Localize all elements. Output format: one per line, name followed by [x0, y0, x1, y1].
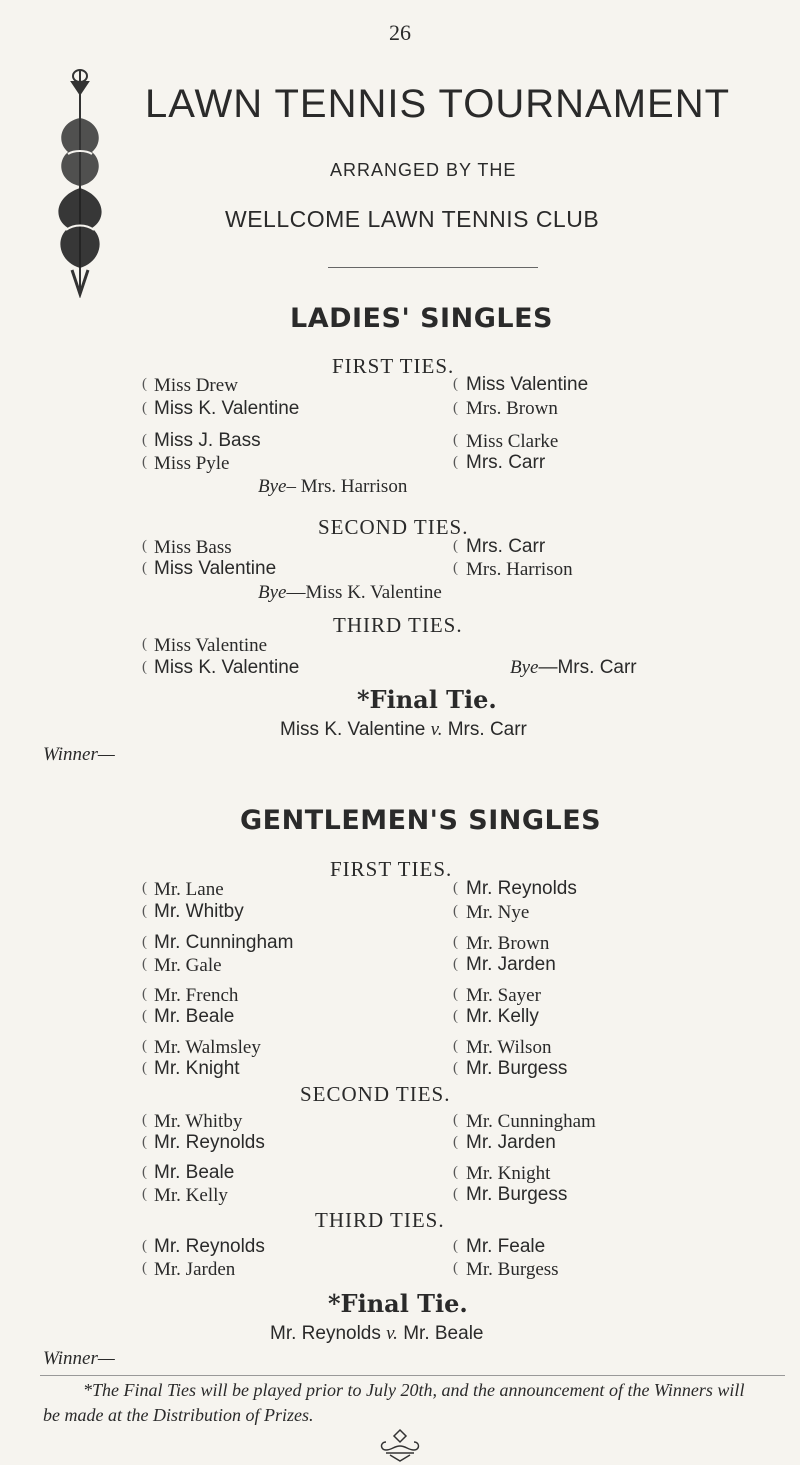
final-player-2: Mrs. Carr: [447, 719, 527, 740]
footnote: *The Final Ties will be played prior to July 20th, and the announcement of the Winners will be made at the Distribution of Prizes.: [43, 1380, 745, 1425]
versus: v.: [430, 719, 443, 740]
ladies-second-left-1: Miss Bass: [154, 537, 232, 558]
tournament-title: LAWN TENNIS TOURNAMENT: [145, 82, 731, 126]
versus: v.: [386, 1323, 398, 1344]
gentlemen-winner-label: Winner—: [43, 1348, 115, 1369]
ladies-second-ties-label: SECOND TIES.: [318, 515, 469, 539]
decorative-ornament-icon: [376, 1428, 424, 1462]
brace-icon: (: [142, 432, 147, 448]
gentlemen-first-right-3: Mr. Brown: [466, 933, 550, 954]
brace-icon: (: [142, 636, 147, 652]
gentlemen-first-right-7: Mr. Wilson: [466, 1037, 552, 1058]
ladies-third-left-1: Miss Valentine: [154, 635, 268, 656]
brace-icon: (: [453, 1164, 458, 1180]
bye-player: —Miss K. Valentine: [286, 582, 442, 603]
brace-icon: (: [142, 1238, 147, 1254]
gentlemen-first-right-1: Mr. Reynolds: [466, 878, 577, 899]
final-player-2: Mr. Beale: [403, 1323, 484, 1344]
gentlemen-first-left-4: Mr. Gale: [154, 955, 222, 976]
ladies-third-bye: [510, 657, 637, 679]
ladies-final-tie-label: *Final Tie.: [357, 685, 497, 714]
footnote-divider: [40, 1375, 785, 1376]
brace-icon: (: [142, 934, 147, 950]
brace-icon: (: [453, 1260, 458, 1276]
gentlemen-second-left-1: Mr. Whitby: [154, 1111, 243, 1132]
ladies-second-left-2: Miss Valentine: [154, 558, 277, 579]
brace-icon: (: [142, 659, 147, 675]
ladies-first-right-2: Mrs. Brown: [466, 398, 558, 419]
gentlemen-first-right-2: Mr. Nye: [466, 902, 530, 923]
ladies-third-ties-label: THIRD TIES.: [333, 613, 463, 637]
gentlemen-first-right-4: Mr. Jarden: [466, 954, 556, 975]
brace-icon: (: [142, 1186, 147, 1202]
gentlemen-third-left-2: Mr. Jarden: [154, 1259, 236, 1280]
brace-icon: (: [142, 560, 147, 576]
brace-icon: (: [142, 400, 147, 416]
ladies-winner-label: Winner—: [43, 744, 115, 765]
ladies-first-right-4: Mrs. Carr: [466, 452, 546, 473]
gentlemen-second-left-2: Mr. Reynolds: [154, 1132, 265, 1153]
gentlemen-first-left-2: Mr. Whitby: [154, 901, 244, 922]
gentlemen-first-left-7: Mr. Walmsley: [154, 1037, 261, 1058]
gentlemen-final-tie-label: *Final Tie.: [328, 1289, 468, 1318]
brace-icon: (: [453, 400, 458, 416]
brace-icon: (: [453, 454, 458, 470]
gentlemen-third-right-1: Mr. Feale: [466, 1236, 546, 1257]
gentlemen-heading: GENTLEMEN'S SINGLES: [240, 805, 602, 836]
brace-icon: (: [142, 986, 147, 1002]
gentlemen-first-right-5: Mr. Sayer: [466, 985, 541, 1006]
brace-icon: (: [453, 880, 458, 896]
final-player-1: Mr. Reynolds: [270, 1323, 381, 1344]
ladies-second-bye: [258, 582, 442, 604]
gentlemen-third-right-2: Mr. Burgess: [466, 1259, 559, 1280]
gentlemen-third-left-1: Mr. Reynolds: [154, 1236, 265, 1257]
ladies-first-left-2: Miss K. Valentine: [154, 398, 300, 419]
brace-icon: (: [453, 1186, 458, 1202]
brace-icon: (: [453, 376, 458, 392]
brace-icon: (: [453, 1112, 458, 1128]
brace-icon: (: [142, 1164, 147, 1180]
brace-icon: (: [142, 1260, 147, 1276]
gentlemen-final-match: [270, 1323, 483, 1345]
ladies-second-right-1: Mrs. Carr: [466, 536, 546, 557]
brace-icon: (: [453, 956, 458, 972]
gentlemen-first-left-1: Mr. Lane: [154, 879, 224, 900]
header-divider: [328, 267, 538, 268]
gentlemen-first-right-8: Mr. Burgess: [466, 1058, 568, 1079]
arranged-by-text: ARRANGED BY THE: [330, 160, 517, 180]
gentlemen-first-left-6: Mr. Beale: [154, 1006, 235, 1027]
brace-icon: (: [453, 538, 458, 554]
brace-icon: (: [142, 376, 147, 392]
brace-icon: (: [142, 1134, 147, 1150]
gentlemen-first-left-3: Mr. Cunningham: [154, 932, 294, 953]
ladies-first-left-4: Miss Pyle: [154, 453, 230, 474]
gentlemen-first-left-5: Mr. French: [154, 985, 239, 1006]
brace-icon: (: [453, 1060, 458, 1076]
brace-icon: (: [453, 432, 458, 448]
brace-icon: (: [142, 903, 147, 919]
ladies-first-left-3: Miss J. Bass: [154, 430, 261, 451]
ladies-second-right-2: Mrs. Harrison: [466, 559, 573, 580]
brace-icon: (: [142, 538, 147, 554]
bye-player: —Mrs. Carr: [538, 657, 637, 678]
ladies-first-ties-label: FIRST TIES.: [332, 354, 455, 378]
club-name: WELLCOME LAWN TENNIS CLUB: [225, 206, 600, 232]
brace-icon: (: [142, 1060, 147, 1076]
bye-player: – Mrs. Harrison: [286, 476, 408, 497]
gentlemen-second-right-3: Mr. Knight: [466, 1163, 551, 1184]
brace-icon: (: [142, 956, 147, 972]
bye-label: Bye: [258, 476, 287, 497]
brace-icon: (: [453, 1008, 458, 1024]
brace-icon: (: [453, 560, 458, 576]
gentlemen-third-ties-label: THIRD TIES.: [315, 1208, 445, 1232]
gentlemen-second-ties-label: SECOND TIES.: [300, 1082, 451, 1106]
brace-icon: (: [142, 454, 147, 470]
bye-label: Bye: [510, 657, 539, 678]
gentlemen-second-right-1: Mr. Cunningham: [466, 1111, 596, 1132]
ladies-third-left-2: Miss K. Valentine: [154, 657, 300, 678]
brace-icon: (: [142, 1008, 147, 1024]
ladies-first-left-1: Miss Drew: [154, 375, 238, 396]
bye-label: Bye: [258, 582, 287, 603]
ladies-first-bye: [258, 476, 407, 498]
brace-icon: (: [453, 934, 458, 950]
gentlemen-second-right-2: Mr. Jarden: [466, 1132, 556, 1153]
gentlemen-first-right-6: Mr. Kelly: [466, 1006, 539, 1027]
gentlemen-first-left-8: Mr. Knight: [154, 1058, 240, 1079]
brace-icon: (: [453, 1038, 458, 1054]
decorative-emblem-icon: [50, 58, 110, 298]
page-number: 26: [389, 20, 411, 45]
brace-icon: (: [453, 986, 458, 1002]
ladies-first-right-1: Miss Valentine: [466, 374, 589, 395]
ladies-first-right-3: Miss Clarke: [466, 431, 559, 452]
gentlemen-second-left-3: Mr. Beale: [154, 1162, 235, 1183]
brace-icon: (: [453, 903, 458, 919]
brace-icon: (: [142, 1112, 147, 1128]
ladies-final-match: [280, 719, 527, 741]
brace-icon: (: [453, 1134, 458, 1150]
final-player-1: Miss K. Valentine: [280, 719, 426, 740]
gentlemen-second-right-4: Mr. Burgess: [466, 1184, 568, 1205]
gentlemen-first-ties-label: FIRST TIES.: [330, 857, 453, 881]
brace-icon: (: [453, 1238, 458, 1254]
brace-icon: (: [142, 880, 147, 896]
gentlemen-second-left-4: Mr. Kelly: [154, 1185, 228, 1206]
brace-icon: (: [142, 1038, 147, 1054]
ladies-heading: LADIES' SINGLES: [290, 303, 553, 334]
